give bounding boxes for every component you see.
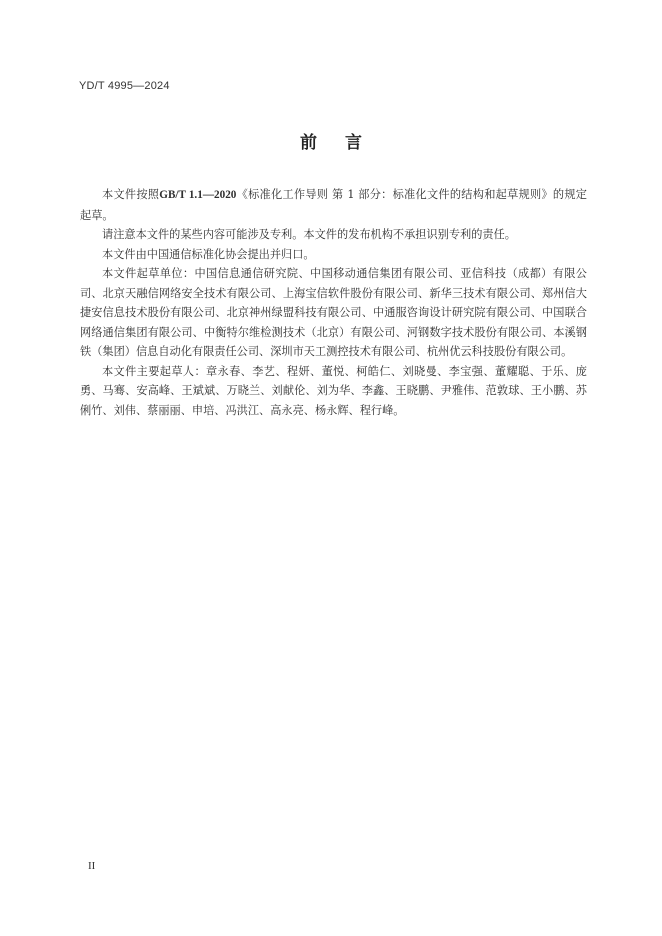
document-code: YD/T 4995—2024 [79,80,170,92]
paragraph-drafters: 本文件主要起草人：章永春、李艺、程妍、董悦、柯皓仁、刘晓曼、李宝强、董耀聪、于乐、庞勇、马骞、安高峰、王斌斌、万晓兰、刘献伦、刘为华、李鑫、王晓鹏、尹雅伟、范敦球、王小鹏、苏俐竹、刘伟、蔡丽丽、申培、冯洪江、高永亮、杨永辉、程行峰。 [80,364,587,417]
paragraph-drafting-units: 本文件起草单位：中国信息通信研究院、中国移动通信集团有限公司、亚信科技（成都）有限公司、北京天融信网络安全技术有限公司、上海宝信软件股份有限公司、新华三技术有限公司、郑州信大捷安信息技术股份有限公司、北京神州绿盟科技有限公司、中通服咨询设计研究院有限公司、中国联合网络通信集团有限公司、中衡特尔维检测技术（北京）有限公司、河钢数字技术股份有限公司、本溪钢铁（集团）信息自动化有限责任公司、深圳市天工测控技术有限公司、杭州优云科技股份有限公司。 [80,267,587,358]
paragraph-text: 《标准化工作导则 第 1 部分：标准化文件的结构和起草规则》的规定起草。 [80,188,587,222]
page-title: 前言 [300,133,390,153]
paragraph-text: 本文件按照 [102,188,160,201]
foreword-body [80,185,587,420]
paragraph-patent-notice: 请注意本文件的某些内容可能涉及专利。本文件的发布机构不承担识别专利的责任。 [102,228,516,241]
page-number: II [88,860,96,872]
paragraph-drafting-rules [80,185,587,225]
standard-reference: GB/T 1.1—2020 [159,189,237,201]
paragraph-proposer: 本文件由中国通信标准化协会提出并归口。 [102,247,315,261]
